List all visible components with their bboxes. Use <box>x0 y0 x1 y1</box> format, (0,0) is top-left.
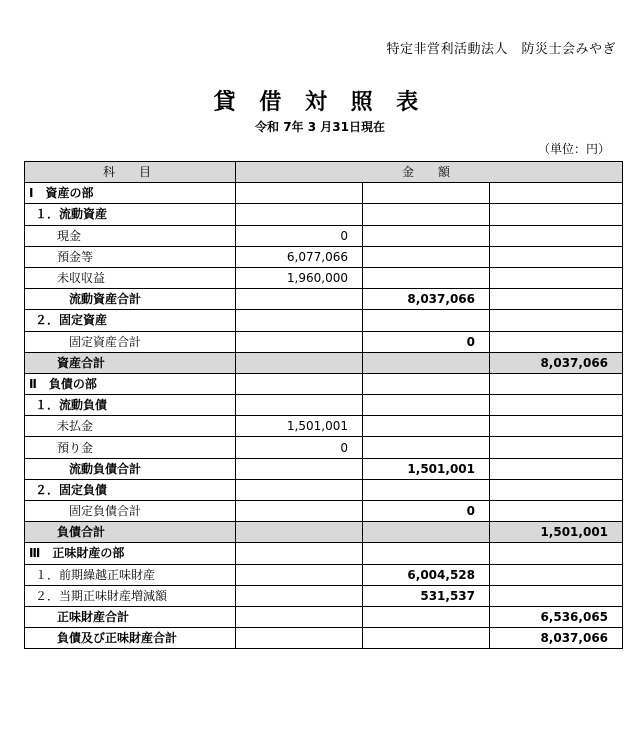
account-label: 正味財産合計 <box>25 606 236 627</box>
amount-c4 <box>490 416 623 437</box>
table-row <box>25 522 623 543</box>
unit-label: （単位：円） <box>537 142 610 156</box>
account-label: 固定資産合計 <box>25 331 236 352</box>
table-body <box>25 183 623 649</box>
amount-c3: 1,501,001 <box>363 458 490 479</box>
amount-c3: 6,004,528 <box>363 564 490 585</box>
account-label: １．前期繰越正味財産 <box>25 564 236 585</box>
account-label: 負債合計 <box>25 522 236 543</box>
account-label: ２．固定負債 <box>25 479 236 500</box>
amount-c2 <box>236 585 363 606</box>
amount-c2 <box>236 204 363 225</box>
amount-c3 <box>363 522 490 543</box>
account-label: 流動資産合計 <box>25 289 236 310</box>
amount-c3 <box>363 183 490 204</box>
account-label: １．流動負債 <box>25 395 236 416</box>
amount-c2: 0 <box>236 437 363 458</box>
amount-c4 <box>490 585 623 606</box>
amount-c2 <box>236 522 363 543</box>
account-label: 預り金 <box>25 437 236 458</box>
amount-c4 <box>490 543 623 564</box>
amount-c3: 0 <box>363 331 490 352</box>
amount-c2 <box>236 501 363 522</box>
header-amount: 金 額 <box>236 162 623 183</box>
amount-c4 <box>490 437 623 458</box>
amount-c3 <box>363 310 490 331</box>
account-label: 流動負債合計 <box>25 458 236 479</box>
amount-c4 <box>490 183 623 204</box>
amount-c2 <box>236 395 363 416</box>
account-label: Ⅱ 負債の部 <box>25 373 236 394</box>
amount-c4 <box>490 373 623 394</box>
amount-c4 <box>490 479 623 500</box>
table-row <box>25 416 623 437</box>
amount-c2 <box>236 183 363 204</box>
amount-c2: 6,077,066 <box>236 246 363 267</box>
account-label: 未収収益 <box>25 267 236 288</box>
amount-c4 <box>490 204 623 225</box>
balance-sheet-table <box>24 161 623 649</box>
table-row <box>25 267 623 288</box>
amount-c4 <box>490 458 623 479</box>
table-row <box>25 204 623 225</box>
table-row <box>25 395 623 416</box>
amount-c3 <box>363 416 490 437</box>
amount-c2 <box>236 458 363 479</box>
account-label: １．流動資産 <box>25 204 236 225</box>
amount-c4: 6,536,065 <box>490 606 623 627</box>
header-account: 科 目 <box>25 162 236 183</box>
amount-c4 <box>490 395 623 416</box>
document-date: 令和 7年 3 月31日現在 <box>255 120 385 134</box>
table-row <box>25 352 623 373</box>
amount-c2 <box>236 479 363 500</box>
table-row <box>25 373 623 394</box>
table-row <box>25 246 623 267</box>
account-label: ２．固定資産 <box>25 310 236 331</box>
account-label: Ⅰ 資産の部 <box>25 183 236 204</box>
organization-name: 特定非営利活動法人 防災士会みやぎ <box>386 42 616 57</box>
amount-c2 <box>236 543 363 564</box>
amount-c3: 0 <box>363 501 490 522</box>
table-row <box>25 225 623 246</box>
amount-c3 <box>363 267 490 288</box>
document-title: 貸 借 対 照 表 <box>213 90 427 115</box>
amount-c3 <box>363 225 490 246</box>
amount-c4 <box>490 501 623 522</box>
amount-c4: 8,037,066 <box>490 352 623 373</box>
account-label: 負債及び正味財産合計 <box>25 628 236 649</box>
amount-c2: 1,501,001 <box>236 416 363 437</box>
account-label: 資産合計 <box>25 352 236 373</box>
amount-c4 <box>490 310 623 331</box>
amount-c2 <box>236 564 363 585</box>
amount-c4 <box>490 331 623 352</box>
amount-c2 <box>236 310 363 331</box>
amount-c3: 8,037,066 <box>363 289 490 310</box>
table-row <box>25 628 623 649</box>
amount-c3 <box>363 204 490 225</box>
table-row <box>25 501 623 522</box>
table-row <box>25 585 623 606</box>
account-label: ２．当期正味財産増減額 <box>25 585 236 606</box>
account-label: 預金等 <box>25 246 236 267</box>
table-row <box>25 437 623 458</box>
amount-c2 <box>236 289 363 310</box>
amount-c3 <box>363 352 490 373</box>
amount-c4 <box>490 225 623 246</box>
table-row <box>25 479 623 500</box>
amount-c3: 531,537 <box>363 585 490 606</box>
amount-c3 <box>363 628 490 649</box>
table-row <box>25 310 623 331</box>
table-row <box>25 606 623 627</box>
table-row <box>25 331 623 352</box>
amount-c2: 1,960,000 <box>236 267 363 288</box>
amount-c4 <box>490 289 623 310</box>
table-row <box>25 289 623 310</box>
account-label: 現金 <box>25 225 236 246</box>
amount-c2 <box>236 352 363 373</box>
amount-c2 <box>236 606 363 627</box>
account-label: Ⅲ 正味財産の部 <box>25 543 236 564</box>
amount-c3 <box>363 395 490 416</box>
amount-c2 <box>236 331 363 352</box>
amount-c4: 1,501,001 <box>490 522 623 543</box>
table-row <box>25 183 623 204</box>
amount-c3 <box>363 437 490 458</box>
amount-c4 <box>490 564 623 585</box>
table-row <box>25 543 623 564</box>
account-label: 未払金 <box>25 416 236 437</box>
amount-c2: 0 <box>236 225 363 246</box>
amount-c4: 8,037,066 <box>490 628 623 649</box>
table-row <box>25 458 623 479</box>
amount-c4 <box>490 246 623 267</box>
amount-c2 <box>236 373 363 394</box>
table-header-row <box>25 162 623 183</box>
amount-c3 <box>363 606 490 627</box>
amount-c3 <box>363 246 490 267</box>
amount-c4 <box>490 267 623 288</box>
amount-c3 <box>363 543 490 564</box>
account-label: 固定負債合計 <box>25 501 236 522</box>
amount-c2 <box>236 628 363 649</box>
amount-c3 <box>363 373 490 394</box>
amount-c3 <box>363 479 490 500</box>
table-row <box>25 564 623 585</box>
